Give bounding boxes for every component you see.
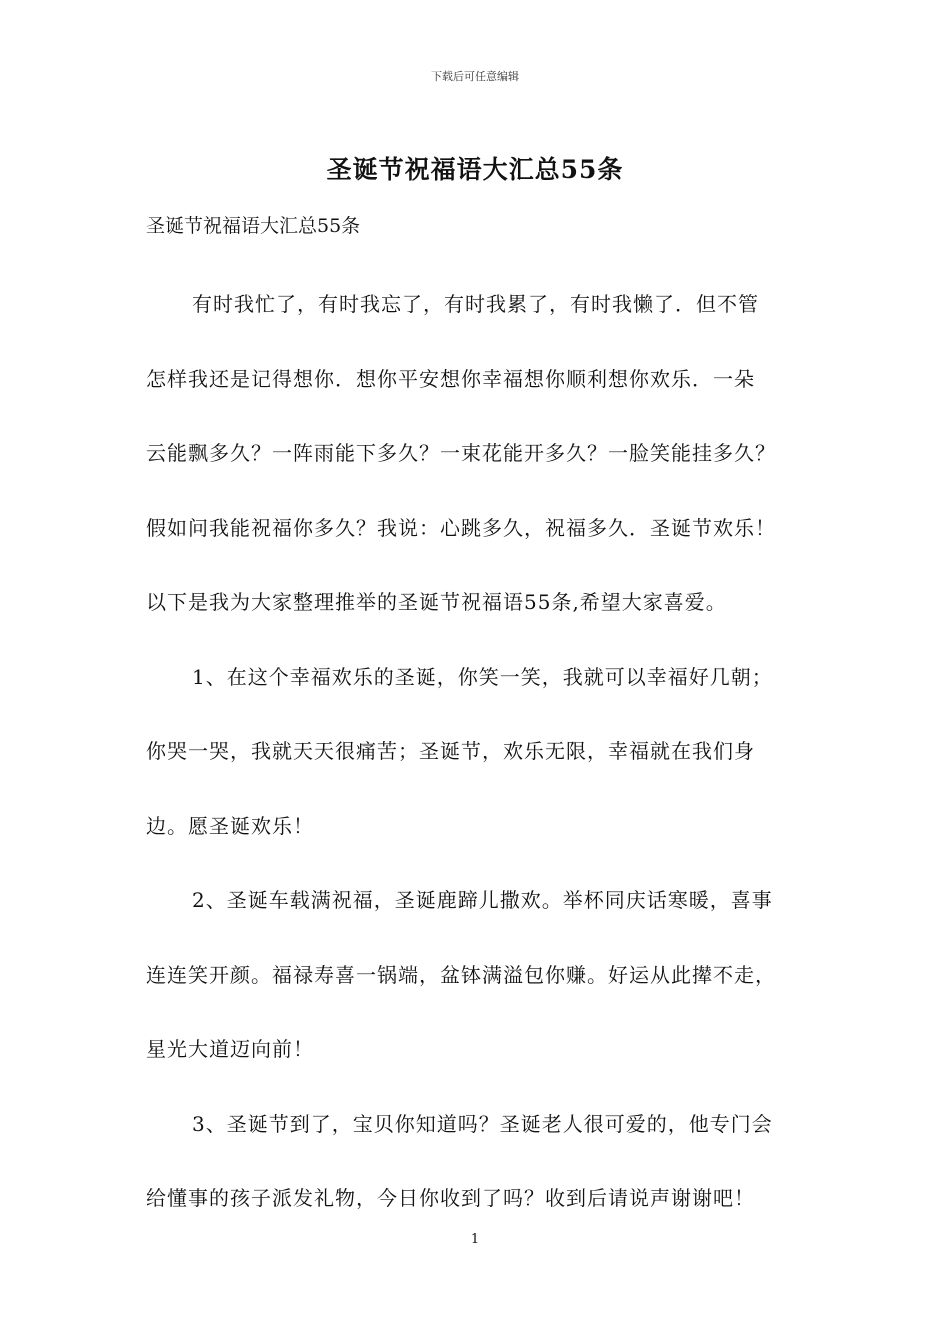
page-number: 1 [470,1232,480,1247]
body-line: 假如问我能祝福你多久？我说：心跳多久，祝福多久．圣诞节欢乐！ [146,516,776,540]
body-line: 1、在这个幸福欢乐的圣诞，你笑一笑，我就可以幸福好几朝； [192,665,773,689]
document-subtitle: 圣诞节祝福语大汇总55条 [146,215,361,237]
body-line: 以下是我为大家整理推举的圣诞节祝福语55条,希望大家喜爱。 [146,590,727,614]
body-line: 你哭一哭，我就天天很痛苦；圣诞节，欢乐无限，幸福就在我们身 [146,739,755,763]
body-line: 云能飘多久？一阵雨能下多久？一束花能开多久？一脸笑能挂多久？ [146,441,776,465]
body-line: 2、圣诞车载满祝福，圣诞鹿蹄儿撒欢。举杯同庆话寒暖，喜事 [192,888,773,912]
body-line: 边。愿圣诞欢乐！ [146,814,314,838]
body-line: 给懂事的孩子派发礼物，今日你收到了吗？收到后请说声谢谢吧！ [146,1186,755,1210]
body-line: 星光大道迈向前！ [146,1037,314,1061]
body-line: 怎样我还是记得想你．想你平安想你幸福想你顺利想你欢乐．一朵 [146,367,755,391]
header-note: 下载后可任意编辑 [431,70,519,83]
document-title: 圣诞节祝福语大汇总55条 [326,155,624,184]
body-line: 3、圣诞节到了，宝贝你知道吗？圣诞老人很可爱的，他专门会 [192,1112,773,1136]
body-line: 连连笑开颜。福禄寿喜一锅端，盆钵满溢包你赚。好运从此撵不走， [146,963,776,987]
body-line: 有时我忙了，有时我忘了，有时我累了，有时我懒了．但不管 [192,292,759,316]
